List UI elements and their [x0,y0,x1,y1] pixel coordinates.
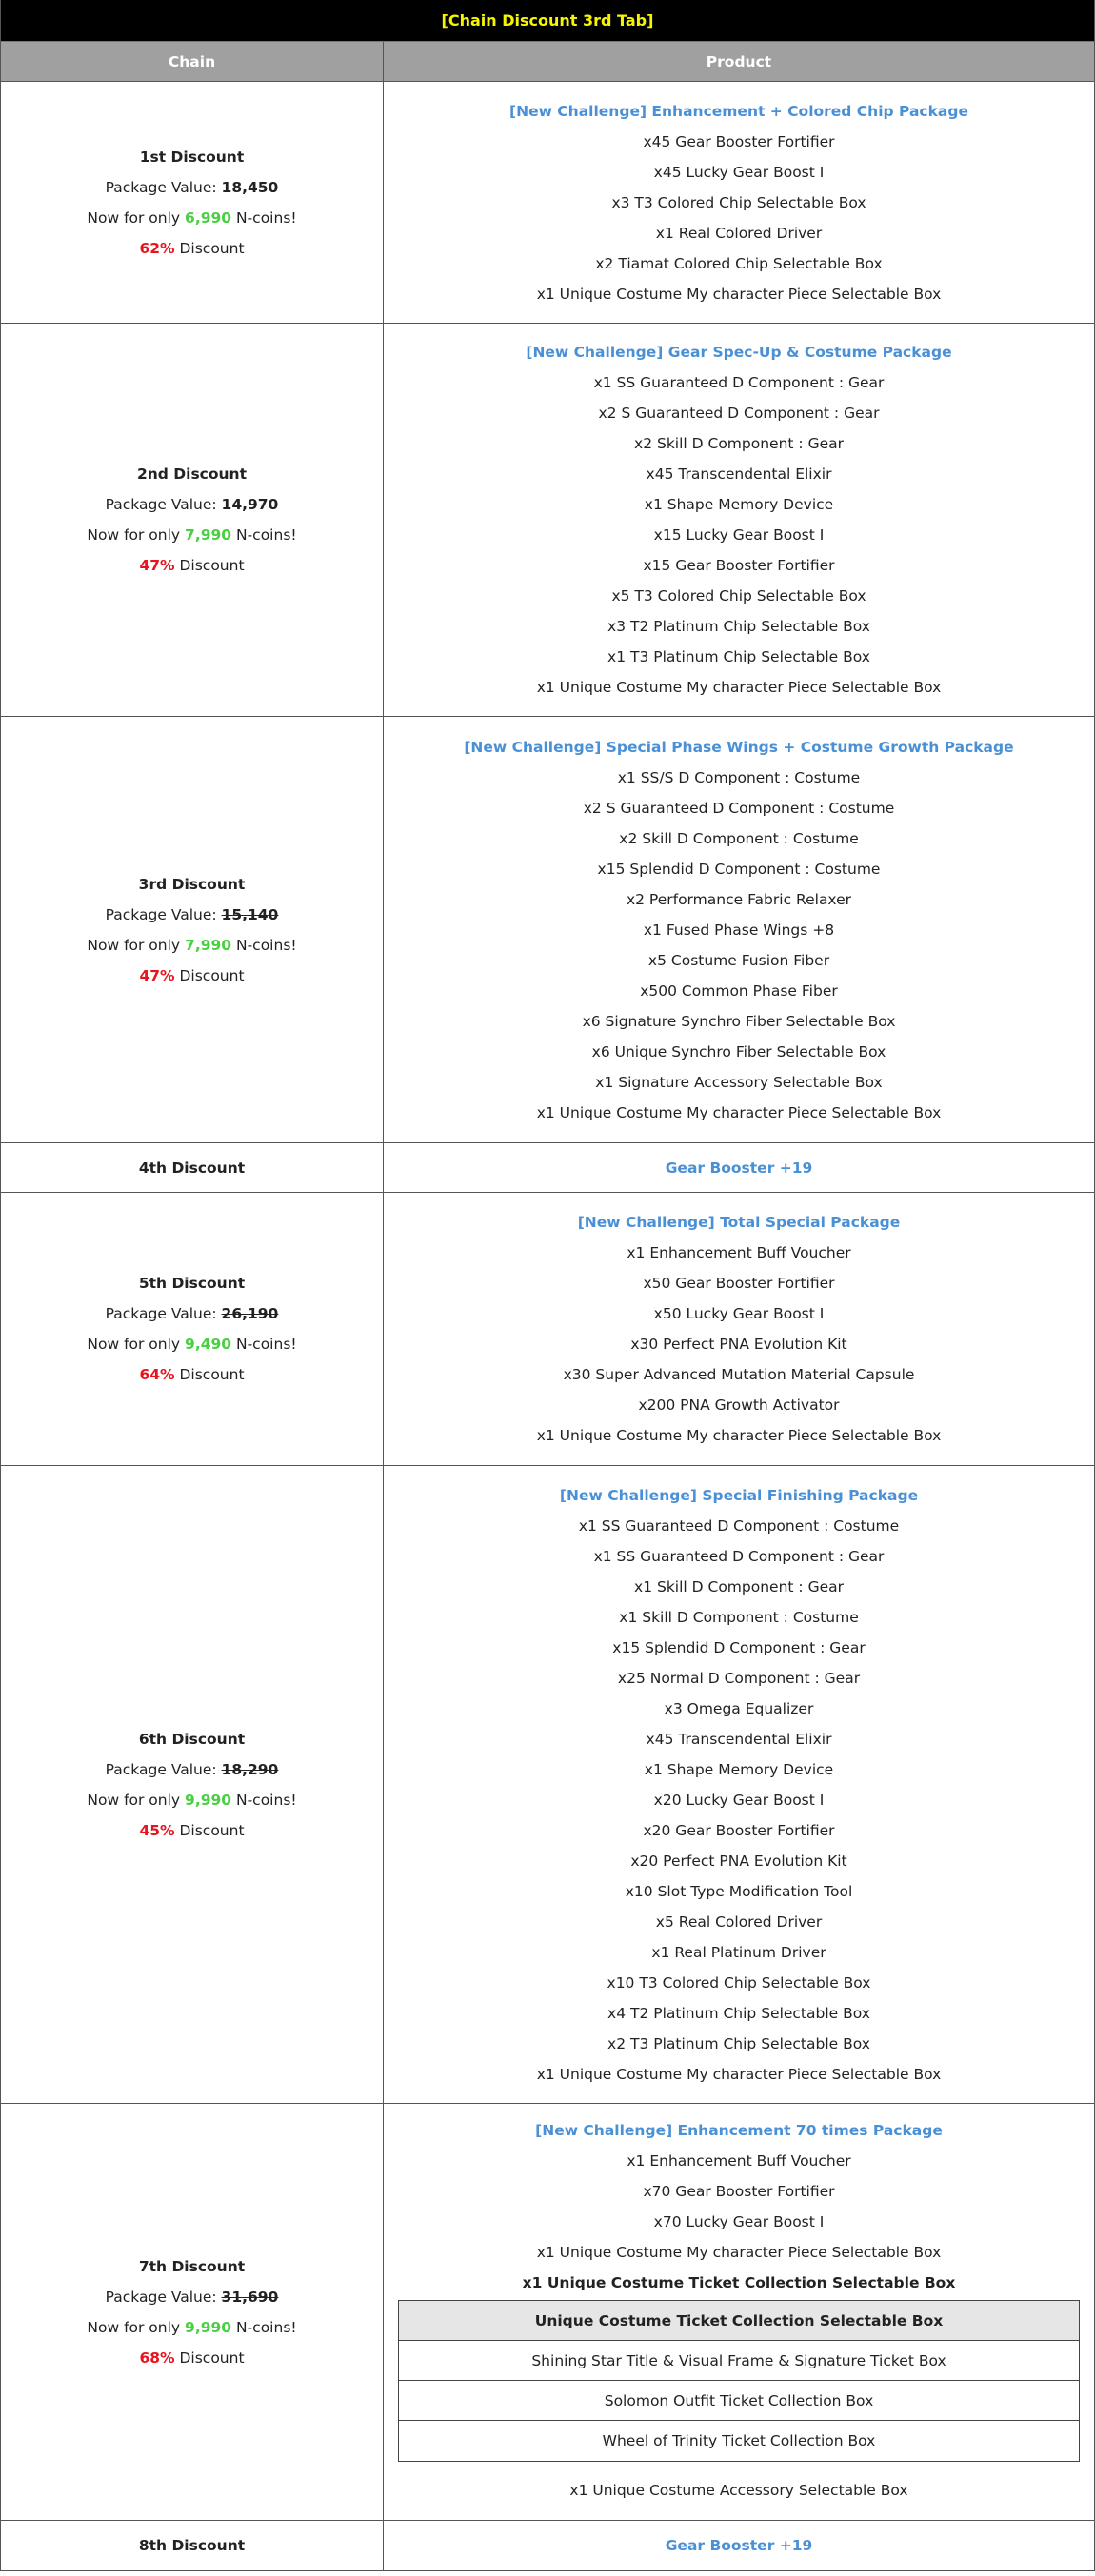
original-price: 18,450 [221,178,279,196]
original-price: 26,190 [221,1305,279,1322]
package-item: x5 T3 Colored Chip Selectable Box [611,587,866,604]
package-item: x10 T3 Colored Chip Selectable Box [607,1973,871,1991]
package-item: x1 Unique Costume My character Piece Selectable Box [536,679,942,696]
product-cell [384,324,1094,716]
package-item: x25 Normal D Component : Gear [617,1669,861,1687]
chain-cell [1,324,384,716]
package-item: x200 PNA Growth Activator [638,1397,840,1414]
chain-column-header: Chain [1,42,384,81]
table-header-row [1,41,1094,82]
package-value-label: Package Value: [105,1760,222,1778]
discount-label: Discount [174,966,245,984]
sale-price-line [87,2312,296,2343]
package-value-label: Package Value: [105,905,222,923]
table-row [1,2104,1094,2521]
package-item: x3 T3 Colored Chip Selectable Box [611,193,866,211]
package-item: x20 Gear Booster Fortifier [643,1821,835,1839]
sale-price: 9,990 [185,2318,232,2336]
package-item: x1 Shape Memory Device [644,1760,834,1778]
package-item: x3 T2 Platinum Chip Selectable Box [607,618,870,635]
discount-label: Discount [174,1366,245,1383]
product-column-header: Product [706,52,772,70]
package-item: x1 Enhancement Buff Voucher [627,2151,851,2170]
package-item: x5 Real Colored Driver [655,1912,823,1931]
package-item: x1 Unique Costume My character Piece Selectable Box [536,2065,942,2083]
table-row [1,717,1094,1143]
discount-percent: 62% [139,239,175,257]
package-item: x1 Unique Costume Accessory Selectable Box [569,2481,908,2499]
discount-line [139,961,244,991]
package-item: x1 SS Guaranteed D Component : Costume [578,1516,900,1535]
chain-name: 6th Discount [138,1730,246,1748]
table-row [1,1143,1094,1193]
package-item: x45 Lucky Gear Boost I [653,163,825,181]
product-name: Gear Booster +19 [665,2537,813,2554]
ncoins-label: N-coins! [231,2318,297,2336]
package-item: x2 S Guaranteed D Component : Gear [598,405,880,422]
package-item: x10 Slot Type Modification Tool [625,1882,853,1900]
discount-line [139,550,244,581]
package-item: x1 Unique Costume My character Piece Selectable Box [536,1427,942,1444]
package-title: [New Challenge] Special Finishing Package [559,1486,919,1504]
package-item: x70 Lucky Gear Boost I [653,2212,825,2230]
package-value-label: Package Value: [105,2288,222,2306]
package-value-line [106,172,279,203]
product-cell [384,1143,1094,1192]
package-item: x1 SS Guaranteed D Component : Gear [593,1547,885,1565]
ncoins-label: N-coins! [231,208,297,227]
table-body [1,82,1094,2571]
sale-price-line [87,203,296,233]
chain-cell [1,717,384,1142]
package-item: x45 Transcendental Elixir [646,466,832,483]
package-item: x2 Skill D Component : Gear [634,435,844,452]
package-item: x45 Gear Booster Fortifier [643,132,835,150]
package-item: x15 Lucky Gear Boost I [653,526,825,544]
now-for-only-label: Now for only [87,2318,186,2336]
package-item: x2 Skill D Component : Costume [619,829,859,847]
package-item: x1 SS/S D Component : Costume [617,768,861,786]
discount-percent: 47% [139,966,175,984]
package-item: x1 SS Guaranteed D Component : Gear [593,374,885,391]
chain-cell [1,1143,384,1192]
package-item: x6 Signature Synchro Fiber Selectable Box [582,1012,896,1030]
discount-line [139,2343,244,2373]
discount-label: Discount [174,2348,245,2367]
discount-percent: 68% [139,2348,175,2367]
ncoins-label: N-coins! [231,526,297,544]
package-item: x1 Signature Accessory Selectable Box [595,1073,883,1091]
product-cell [384,1466,1094,2103]
chain-name: 5th Discount [138,1275,246,1292]
chain-cell [1,2521,384,2570]
package-item: x2 Tiamat Colored Chip Selectable Box [595,254,883,272]
product-cell [384,82,1094,323]
package-item: x1 Unique Costume My character Piece Selectable Box [536,2243,942,2261]
package-item: x50 Lucky Gear Boost I [653,1305,825,1322]
package-value-line [106,489,279,520]
package-value-line [106,900,279,930]
package-value-line [106,1754,279,1785]
chain-cell [1,1466,384,2103]
table-row [1,82,1094,324]
ncoins-label: N-coins! [231,1791,297,1809]
product-name: Gear Booster +19 [665,1159,813,1177]
now-for-only-label: Now for only [87,1336,186,1353]
chain-name: 8th Discount [138,2537,246,2554]
ticket-collection-header: Unique Costume Ticket Collection Selectable Box [399,2301,1079,2341]
discount-label: Discount [174,1821,245,1839]
sale-price: 9,990 [185,1791,232,1809]
table-title: [Chain Discount 3rd Tab] [1,0,1094,41]
ncoins-label: N-coins! [231,936,297,954]
ticket-collection-item: Solomon Outfit Ticket Collection Box [399,2381,1079,2421]
chain-cell [1,2104,384,2520]
package-title: [New Challenge] Enhancement + Colored Chip Package [509,102,968,120]
ticket-collection-item: Wheel of Trinity Ticket Collection Box [602,2431,876,2449]
package-item: x1 Enhancement Buff Voucher [627,1244,851,1261]
package-item: x2 T3 Platinum Chip Selectable Box [607,2034,870,2052]
original-price: 15,140 [221,905,279,923]
package-item: x1 Real Colored Driver [655,224,823,242]
package-item: x2 S Guaranteed D Component : Costume [583,799,895,817]
discount-percent: 47% [139,557,175,574]
package-item: x1 Unique Costume My character Piece Selectable Box [536,285,942,303]
package-item: x1 Real Platinum Driver [651,1943,826,1961]
table-row [1,324,1094,717]
chain-cell [1,82,384,323]
ncoins-label: N-coins! [231,1336,297,1353]
package-item: x1 Skill D Component : Gear [634,1577,844,1595]
package-item: x5 Costume Fusion Fiber [647,951,830,969]
package-title: [New Challenge] Gear Spec-Up & Costume Package [526,344,952,361]
sale-price: 6,990 [185,208,232,227]
product-cell [384,2521,1094,2570]
package-title: [New Challenge] Special Phase Wings + Costume Growth Package [464,738,1014,756]
sale-price: 9,490 [185,1336,232,1353]
original-price: 31,690 [221,2288,279,2306]
package-item: x15 Splendid D Component : Costume [597,860,881,878]
discount-line [139,1359,244,1390]
package-item: x1 Shape Memory Device [644,496,834,513]
package-value-line [106,2282,279,2312]
sale-price-line [87,520,296,550]
package-item-bold: x1 Unique Costume Ticket Collection Selectable Box [522,2273,956,2291]
chain-name: 3rd Discount [138,875,246,893]
package-item: x30 Super Advanced Mutation Material Capsule [563,1366,915,1383]
discount-percent: 45% [139,1821,175,1839]
product-cell [384,717,1094,1142]
package-item: x500 Common Phase Fiber [640,981,838,1000]
discount-percent: 64% [139,1366,175,1383]
ticket-collection-item: Shining Star Title & Visual Frame & Signature Ticket Box [399,2341,1079,2381]
package-item: x3 Omega Equalizer [664,1699,814,1717]
chain-name: 7th Discount [138,2257,246,2275]
package-item: x1 Skill D Component : Costume [619,1608,859,1626]
original-price: 18,290 [221,1760,279,1778]
table-row [1,2521,1094,2571]
chain-name: 2nd Discount [136,466,248,483]
package-item: x20 Lucky Gear Boost I [653,1791,825,1809]
discount-label: Discount [174,557,245,574]
chain-name: 1st Discount [139,148,245,166]
discount-label: Discount [174,239,245,257]
package-item: x50 Gear Booster Fortifier [643,1275,835,1292]
product-cell [384,2104,1094,2520]
package-item: x30 Perfect PNA Evolution Kit [630,1336,847,1353]
package-item: x45 Transcendental Elixir [646,1730,832,1748]
package-item: x6 Unique Synchro Fiber Selectable Box [591,1042,886,1060]
discount-line [139,233,244,264]
sale-price: 7,990 [185,526,232,544]
package-item: x70 Gear Booster Fortifier [643,2182,835,2200]
now-for-only-label: Now for only [87,526,186,544]
package-item: x4 T2 Platinum Chip Selectable Box [607,2004,870,2022]
original-price: 14,970 [221,496,279,513]
chain-cell [1,1193,384,1465]
ticket-collection-table [398,2300,1080,2462]
now-for-only-label: Now for only [87,1791,186,1809]
sale-price-line [87,1785,296,1815]
package-title: [New Challenge] Total Special Package [577,1214,901,1231]
package-item: x20 Perfect PNA Evolution Kit [630,1852,847,1870]
package-item: x1 T3 Platinum Chip Selectable Box [607,648,870,665]
package-item: x2 Performance Fabric Relaxer [626,890,852,908]
package-value-label: Package Value: [105,178,222,196]
sale-price-line [87,930,296,961]
sale-price-line [87,1329,296,1359]
discount-line [139,1815,244,1846]
chain-name: 4th Discount [138,1159,246,1177]
package-item: x1 Unique Costume My character Piece Selectable Box [536,1103,942,1121]
package-item: x15 Splendid D Component : Gear [612,1638,866,1656]
now-for-only-label: Now for only [87,936,186,954]
package-item: x15 Gear Booster Fortifier [643,557,835,574]
now-for-only-label: Now for only [87,208,186,227]
package-item: x1 Fused Phase Wings +8 [643,921,835,939]
package-value-label: Package Value: [105,496,222,513]
package-value-label: Package Value: [105,1305,222,1322]
package-title: [New Challenge] Enhancement 70 times Package [535,2121,943,2139]
product-cell [384,1193,1094,1465]
sale-price: 7,990 [185,936,232,954]
table-row [1,1193,1094,1466]
table-row [1,1466,1094,2104]
package-value-line [106,1298,279,1329]
